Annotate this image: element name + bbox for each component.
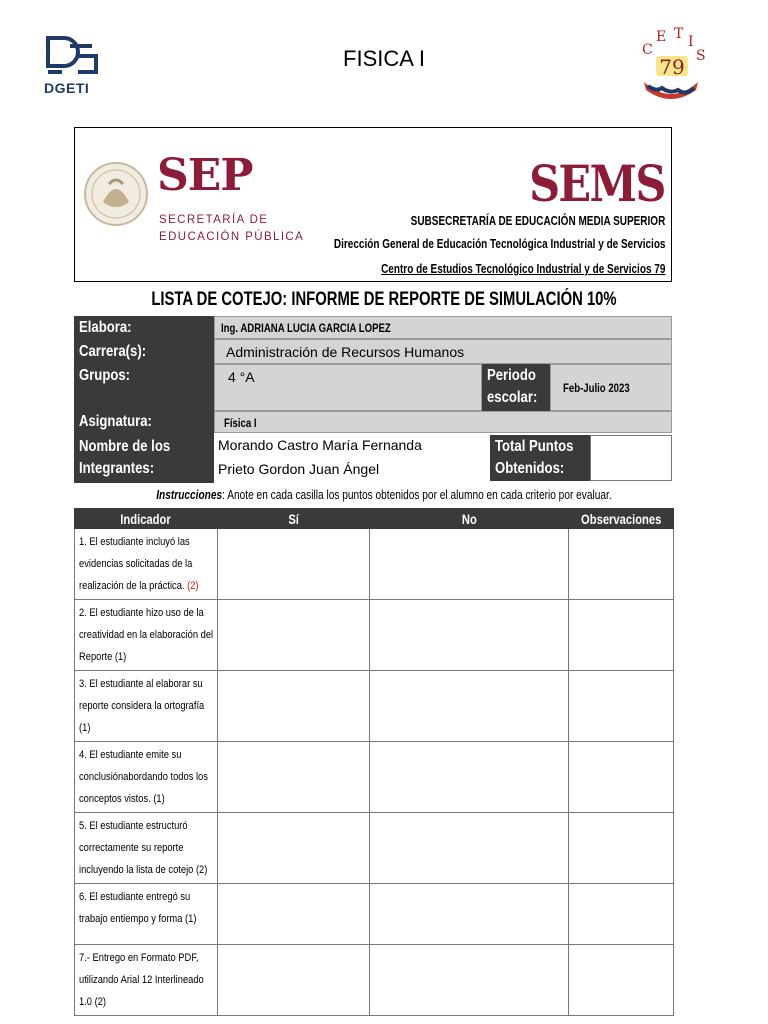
integrante-2: Prieto Gordon Juan Ángel <box>218 461 380 477</box>
integrantes-value <box>214 433 486 483</box>
header-no: No <box>370 509 569 529</box>
observaciones-cell[interactable] <box>569 945 674 1016</box>
nombre-integrantes-label: Nombre de los Integrantes: <box>74 433 214 483</box>
checklist-table <box>74 508 674 1016</box>
integrante-1: Morando Castro María Fernanda <box>218 437 422 453</box>
svg-text:E: E <box>656 29 667 45</box>
sep-subtitle-line1: SECRETARÍA DE <box>159 214 269 226</box>
no-cell[interactable] <box>370 529 569 600</box>
no-cell[interactable] <box>370 945 569 1016</box>
no-cell[interactable] <box>370 884 569 945</box>
cetis-logo-icon <box>630 26 712 102</box>
page-title: FISICA I <box>343 46 425 71</box>
table-row <box>75 742 674 813</box>
header-indicador: Indicador <box>75 509 218 529</box>
no-cell[interactable] <box>370 671 569 742</box>
asignatura-label: Asignatura: <box>74 411 214 433</box>
cetis-number: 79 <box>659 55 685 79</box>
elabora-value: Ing. ADRIANA LUCIA GARCIA LOPEZ <box>214 316 672 339</box>
si-cell[interactable] <box>218 884 370 945</box>
total-puntos-label: Total Puntos Obtenidos: <box>490 435 590 481</box>
grupos-value: 4 °A <box>214 364 482 411</box>
table-row <box>75 529 674 600</box>
institution-banner <box>74 127 672 282</box>
observaciones-cell[interactable] <box>569 884 674 945</box>
si-cell[interactable] <box>218 742 370 813</box>
si-cell[interactable] <box>218 671 370 742</box>
no-cell[interactable] <box>370 742 569 813</box>
indicador-cell: 7.- Entrego en Formato PDF, utilizando Arial 12 Interlineado 1.0 (2) <box>75 945 218 1016</box>
table-row <box>75 813 674 884</box>
asignatura-value: Física I <box>214 411 672 433</box>
instructions-text: : Anote en cada casilla los puntos obtenidos por el alumno en cada criterio por evaluar. <box>222 487 612 502</box>
total-puntos-value[interactable] <box>590 435 672 481</box>
checklist-heading: LISTA DE COTEJO: INFORME DE REPORTE DE SIMULACIÓN 10% <box>151 289 617 310</box>
dgeti-logo-text: DGETI <box>44 80 90 96</box>
points-value: (2) <box>187 580 199 592</box>
indicador-cell: 6. El estudiante entregó su trabajo entiempo y forma (1) <box>75 884 218 945</box>
svg-text:S: S <box>696 48 706 64</box>
si-cell[interactable] <box>218 945 370 1016</box>
direccion-line: Dirección General de Educación Tecnológica Industrial y de Servicios <box>333 237 665 251</box>
sems-wordmark: SEMS <box>529 154 665 213</box>
observaciones-cell[interactable] <box>569 813 674 884</box>
mexico-seal-icon <box>83 154 149 246</box>
svg-text:I: I <box>688 34 694 50</box>
periodo-label: Periodo escolar: <box>482 364 550 411</box>
header-si: Sí <box>218 509 370 529</box>
subsecretaria-line: SUBSECRETARÍA DE EDUCACIÓN MEDIA SUPERIOR <box>410 214 665 228</box>
svg-text:T: T <box>674 26 684 42</box>
observaciones-cell[interactable] <box>569 671 674 742</box>
elabora-label: Elabora: <box>74 316 214 339</box>
instructions-line <box>0 487 768 502</box>
si-cell[interactable] <box>218 529 370 600</box>
no-cell[interactable] <box>370 813 569 884</box>
observaciones-cell[interactable] <box>569 529 674 600</box>
si-cell[interactable] <box>218 600 370 671</box>
header-observaciones: Observaciones <box>569 509 674 529</box>
si-cell[interactable] <box>218 813 370 884</box>
sep-wordmark: SEP <box>157 150 253 201</box>
carrera-value: Administración de Recursos Humanos <box>214 339 672 364</box>
indicador-cell: 1. El estudiante incluyó las evidencias solicitadas de la realización de la práctica. (2) <box>75 529 218 600</box>
grupos-label: Grupos: <box>74 364 214 411</box>
carrera-label: Carrera(s): <box>74 339 214 364</box>
table-row <box>75 600 674 671</box>
table-row <box>75 945 674 1016</box>
table-row <box>75 671 674 742</box>
indicador-cell: 3. El estudiante al elaborar su reporte considera la ortografía (1) <box>75 671 218 742</box>
instructions-label: Instrucciones <box>156 487 223 502</box>
indicador-cell: 5. El estudiante estructuró correctamente su reporte incluyendo la lista de cotejo (2) <box>75 813 218 884</box>
periodo-value: Feb-Julio 2023 <box>550 364 672 411</box>
table-row <box>75 884 674 945</box>
sep-subtitle-line2: EDUCACIÓN PÚBLICA <box>159 231 305 243</box>
observaciones-cell[interactable] <box>569 742 674 813</box>
no-cell[interactable] <box>370 600 569 671</box>
centro-line: Centro de Estudios Tecnológico Industrial y de Servicios 79 <box>380 262 665 276</box>
indicador-cell: 4. El estudiante emite su conclusiónabordando todos los conceptos vistos. (1) <box>75 742 218 813</box>
indicador-cell: 2. El estudiante hizo uso de la creatividad en la elaboración del Reporte (1) <box>75 600 218 671</box>
svg-text:C: C <box>642 42 653 58</box>
observaciones-cell[interactable] <box>569 600 674 671</box>
